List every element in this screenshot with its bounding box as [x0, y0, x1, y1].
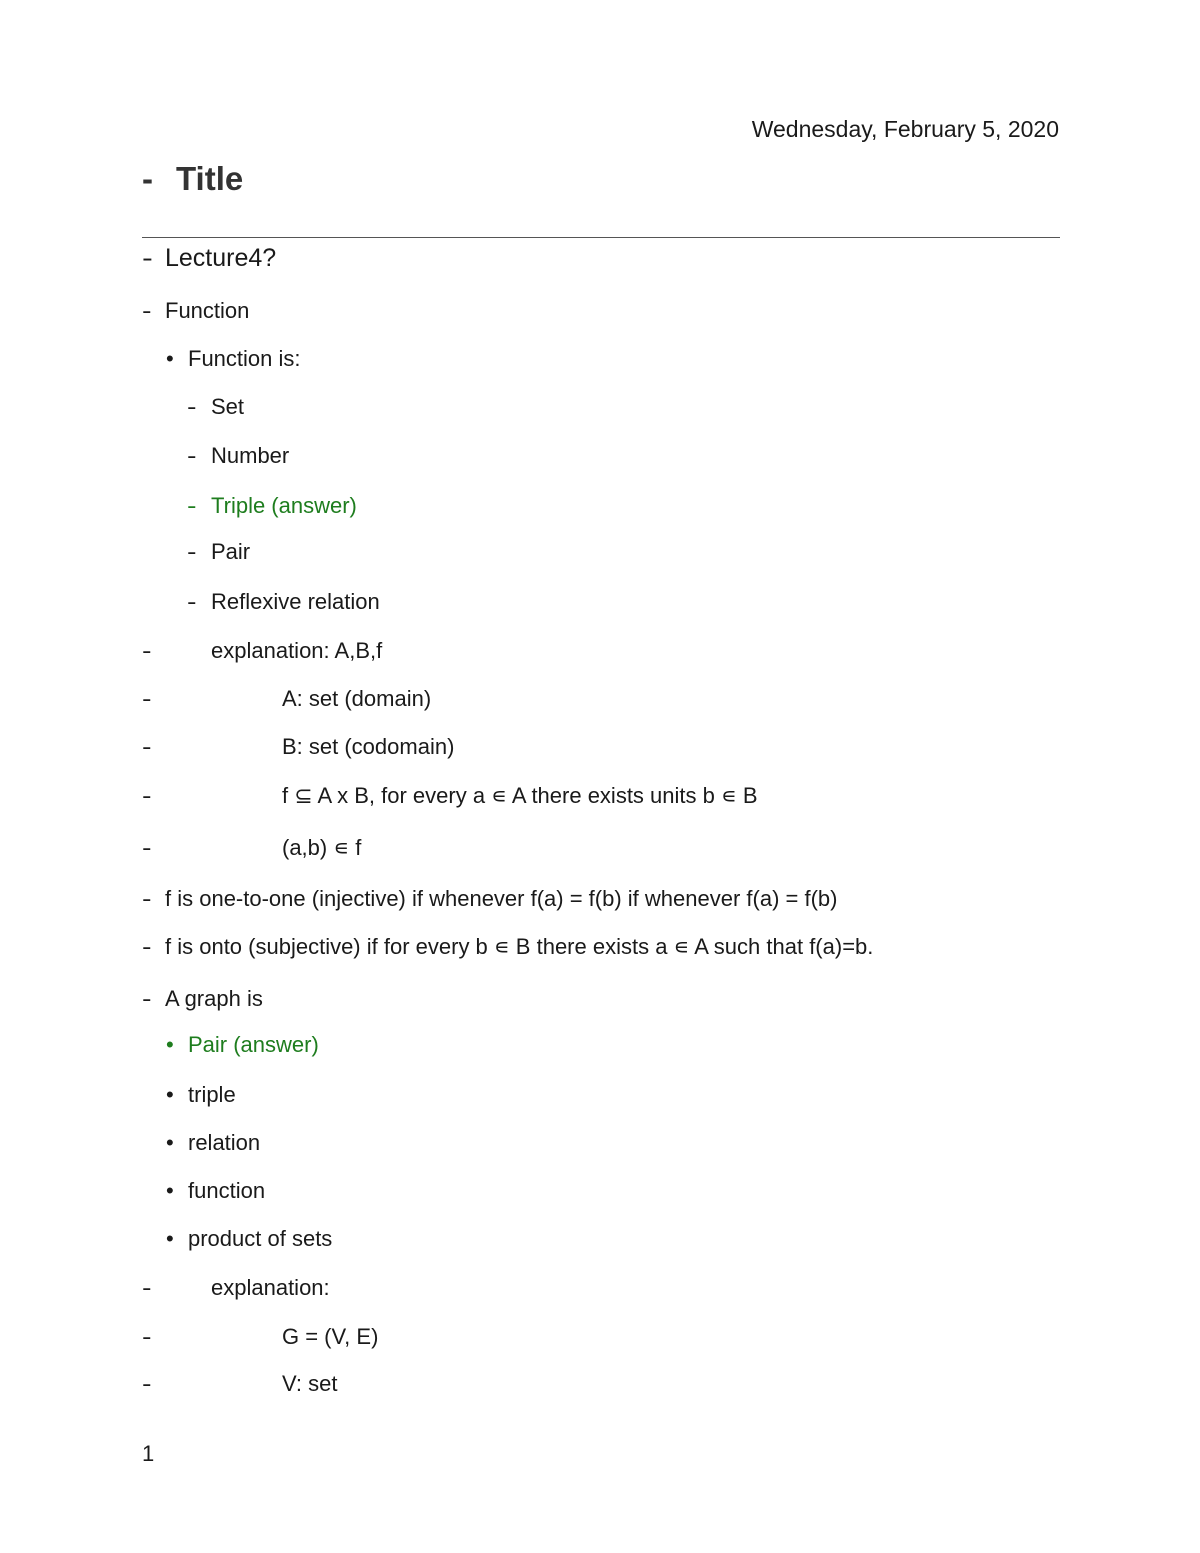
list-item	[142, 686, 431, 712]
bullet-marker: •	[166, 346, 174, 371]
list-item	[166, 1082, 236, 1108]
list-item-text: f ⊆ A x B, for every a ∊ A there exists units b ∊ B	[282, 783, 758, 808]
page-number: 1	[142, 1441, 155, 1466]
dash-marker: -	[142, 1275, 152, 1300]
title-text: Title	[176, 160, 244, 197]
list-item	[142, 244, 276, 273]
dash-marker: -	[142, 298, 152, 323]
page-title	[142, 160, 243, 198]
dash-marker: -	[187, 493, 197, 518]
dash-marker: -	[187, 589, 197, 614]
dash-marker: -	[187, 394, 197, 419]
dash-marker: -	[142, 686, 152, 711]
date: Wednesday, February 5, 2020	[751, 116, 1059, 142]
list-item-text: Pair	[211, 539, 251, 564]
list-item	[166, 1130, 260, 1156]
list-item	[142, 1324, 378, 1350]
list-item	[142, 1371, 337, 1397]
list-item-text: triple	[188, 1082, 236, 1107]
dash-marker: -	[142, 835, 152, 860]
list-item-text: (a,b) ∊ f	[282, 835, 362, 860]
list-item	[142, 1275, 330, 1301]
dash-marker: -	[142, 886, 152, 911]
dash-marker: -	[187, 539, 197, 564]
list-item	[187, 539, 250, 565]
bullet-marker: •	[166, 1130, 174, 1155]
title-divider	[142, 237, 1060, 238]
list-item-text: B: set (codomain)	[282, 734, 455, 759]
list-item	[142, 298, 249, 324]
bullet-marker: •	[166, 1082, 174, 1107]
list-item	[142, 734, 454, 760]
list-item-answer	[166, 1032, 319, 1058]
list-item-text: Reflexive relation	[211, 589, 380, 614]
list-item	[166, 1226, 332, 1252]
dash-marker: -	[142, 638, 152, 663]
list-item-text: function	[188, 1178, 266, 1203]
list-item	[166, 346, 301, 372]
list-item	[166, 1178, 265, 1204]
dash-marker: -	[142, 934, 152, 959]
list-item-text: A: set (domain)	[282, 686, 432, 711]
list-item	[142, 986, 263, 1012]
list-item-text: Function	[165, 298, 250, 323]
list-item-answer	[187, 493, 357, 519]
list-item	[142, 934, 873, 960]
list-item-text: Number	[211, 443, 290, 468]
bullet-marker: •	[166, 1178, 174, 1203]
list-item-text: Pair (answer)	[188, 1032, 319, 1057]
list-item	[187, 394, 244, 420]
dash-marker: -	[187, 443, 197, 468]
list-item-text: f is one-to-one (injective) if whenever f(a) = f(b) if whenever f(a) = f(b)	[165, 886, 838, 911]
list-item-text: A graph is	[165, 986, 263, 1011]
title-dash: -	[142, 160, 153, 197]
dash-marker: -	[142, 783, 152, 808]
dash-marker: -	[142, 1371, 152, 1396]
list-item	[142, 886, 837, 912]
dash-marker: -	[142, 734, 152, 759]
list-item-text: V: set	[282, 1371, 338, 1396]
list-item-text: Set	[211, 394, 245, 419]
list-item-text: f is onto (subjective) if for every b ∊ B there exists a ∊ A such that f(a)=b.	[165, 934, 874, 959]
list-item-text: Lecture4?	[165, 244, 277, 272]
list-item-text: product of sets	[188, 1226, 333, 1251]
dash-marker: -	[142, 1324, 152, 1349]
bullet-marker: •	[166, 1032, 174, 1057]
dash-marker: -	[142, 986, 152, 1011]
dash-marker: -	[142, 244, 153, 272]
list-item-text: explanation: A,B,f	[211, 638, 383, 663]
bullet-marker: •	[166, 1226, 174, 1251]
list-item	[142, 835, 361, 861]
list-item-text: Triple (answer)	[211, 493, 357, 518]
list-item-text: G = (V, E)	[282, 1324, 379, 1349]
list-item	[142, 783, 758, 809]
list-item	[187, 443, 289, 469]
list-item-text: relation	[188, 1130, 261, 1155]
list-item-text: Function is:	[188, 346, 301, 371]
list-item	[142, 638, 382, 664]
list-item-text: explanation:	[211, 1275, 330, 1300]
list-item	[187, 589, 380, 615]
